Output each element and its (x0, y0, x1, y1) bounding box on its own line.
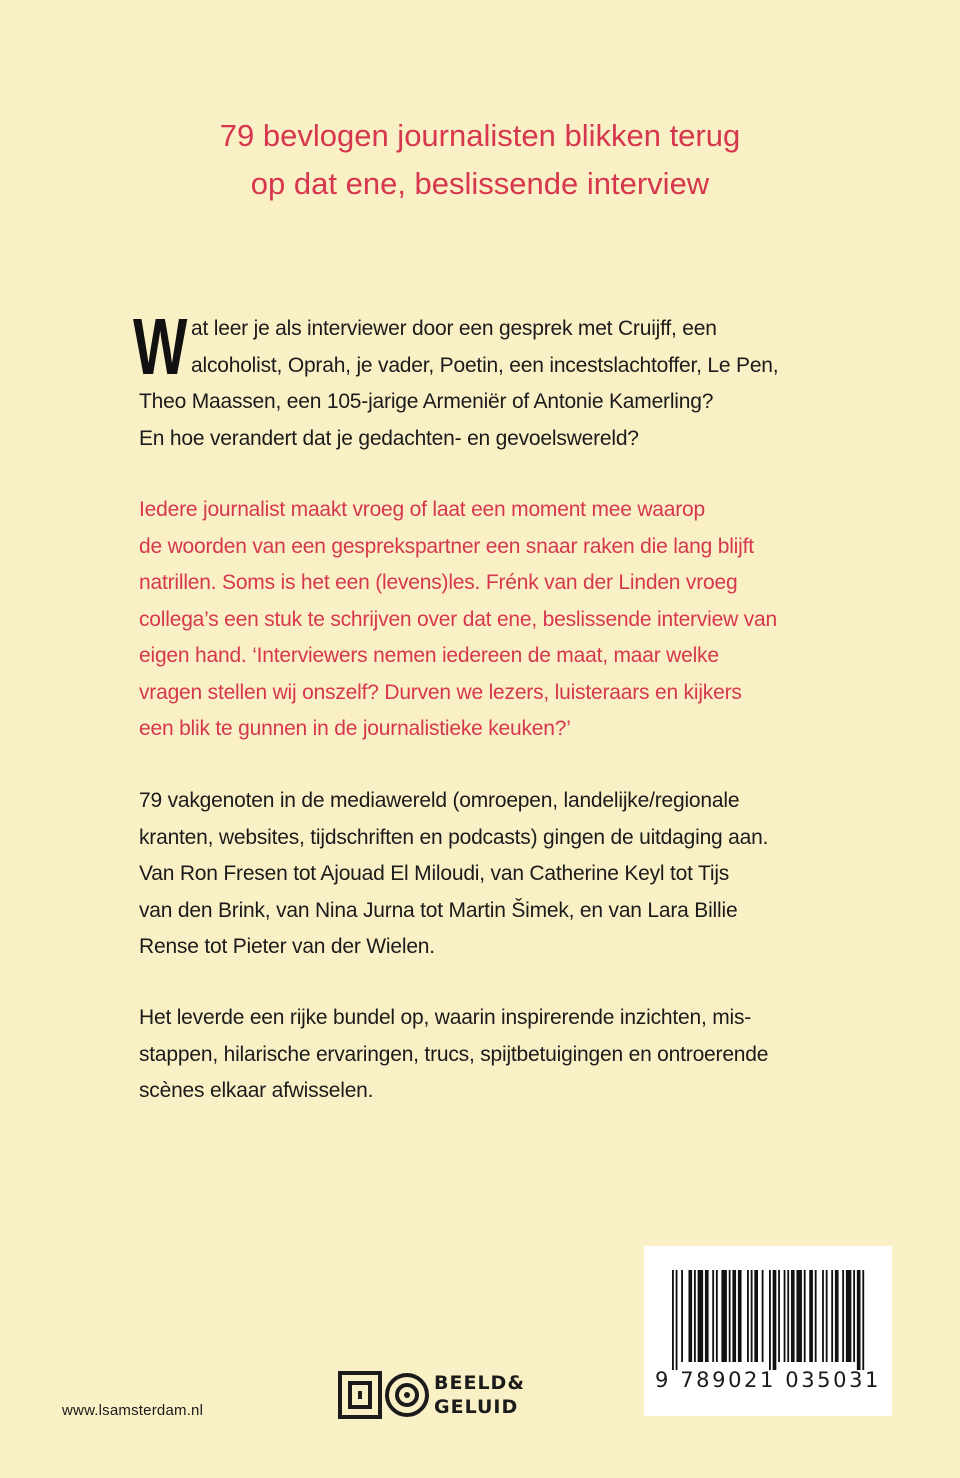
contributors-line: van den Brink, van Nina Jurna tot Martin Šimek, en van Lara Billie (139, 898, 738, 922)
closing-line: stappen, hilarische ervaringen, trucs, spijtbetuigingen en ontroerende (139, 1042, 769, 1066)
barcode-bar (842, 1270, 844, 1362)
closing-line: Het leverde een rijke bundel op, waarin inspirerende inzichten, mis- (139, 1006, 752, 1029)
beeld-en-geluid-logo-icon (336, 1369, 430, 1421)
logo-wordmark (434, 1371, 525, 1419)
barcode-bar (773, 1270, 777, 1370)
barcode-bar (676, 1270, 678, 1370)
barcode-bar (688, 1270, 692, 1362)
barcode-bar (815, 1270, 817, 1362)
barcode-bar (698, 1270, 703, 1362)
contributors-line: Rense tot Pieter van der Wielen. (139, 935, 435, 958)
closing-line: scènes elkaar afwisselen. (139, 1079, 374, 1102)
barcode-bar (705, 1270, 709, 1362)
contributors-line: 79 vakgenoten in de mediawereld (omroepen, landelijke/regionale (139, 789, 740, 812)
isbn-barcode (644, 1246, 892, 1416)
barcode-bar (778, 1270, 780, 1362)
intro-line: at leer je als interviewer door een gesprek met Cruijff, een (191, 317, 717, 340)
highlight-line: natrillen. Soms is het een (levens)les. Frénk van der Linden vroeg (139, 571, 738, 594)
barcode-bars (644, 1246, 892, 1370)
barcode-bar (831, 1270, 833, 1362)
barcode-bar (694, 1270, 696, 1362)
barcode-bar (729, 1270, 731, 1362)
barcode-bar (784, 1270, 786, 1362)
intro-line: Theo Maassen, een 105-jarige Armeniër of Antonie Kamerling? (139, 390, 714, 413)
barcode-bar (769, 1270, 771, 1370)
barcode-bar (787, 1270, 789, 1362)
barcode-digits: 9 789021 035031 (654, 1368, 882, 1392)
intro-line: alcoholist, Oprah, je vader, Poetin, een incestslachtoffer, Le Pen, (191, 353, 779, 377)
closing-paragraph (139, 1000, 859, 1110)
barcode-bar (721, 1270, 726, 1362)
barcode-bar (732, 1270, 736, 1362)
headline (0, 112, 960, 208)
barcode-bar (672, 1270, 674, 1370)
barcode-bar (857, 1270, 861, 1370)
barcode-bar (751, 1270, 753, 1362)
barcode-bar (846, 1270, 851, 1362)
barcode-bar (681, 1270, 683, 1362)
highlight-paragraph (139, 492, 859, 748)
contributors-paragraph (139, 783, 859, 966)
barcode-bar (804, 1270, 806, 1362)
publisher-logo (336, 1369, 546, 1421)
drop-cap: W (133, 302, 188, 391)
highlight-line: een blik te gunnen in de journalistieke keuken?’ (139, 717, 571, 740)
logo-line: GELUID (434, 1396, 519, 1418)
barcode-bar (826, 1270, 828, 1362)
barcode-bar (853, 1270, 855, 1362)
barcode-bar (712, 1270, 714, 1362)
highlight-line: collega’s een stuk te schrijven over dat ene, beslissende interview van (139, 607, 777, 631)
barcode-bar (762, 1270, 764, 1362)
headline-line: op dat ene, beslissende interview (250, 166, 710, 201)
contributors-line: kranten, websites, tijdschriften en podcasts) gingen de uitdaging aan. (139, 825, 769, 849)
intro-line: En hoe verandert dat je gedachten- en gevoelswereld? (139, 426, 639, 450)
logo-line: BEELD& (434, 1372, 525, 1394)
headline-line: 79 bevlogen journalisten blikken terug (219, 118, 741, 153)
barcode-bar (754, 1270, 758, 1362)
highlight-line: de woorden van een gesprekspartner een snaar raken die lang blijft (139, 534, 754, 558)
highlight-line: eigen hand. ‘Interviewers nemen iedereen de maat, maar welke (139, 644, 719, 667)
highlight-line: vragen stellen wij onszelf? Durven we lezers, luisteraars en kijkers (139, 680, 742, 704)
barcode-bar (835, 1270, 839, 1362)
barcode-bar (822, 1270, 824, 1362)
highlight-line: Iedere journalist maakt vroeg of laat een moment mee waarop (139, 498, 706, 521)
barcode-bar (862, 1270, 864, 1370)
barcode-bar (747, 1270, 749, 1362)
barcode-bar (796, 1270, 801, 1362)
barcode-bar (716, 1270, 718, 1362)
publisher-website: www.lsamsterdam.nl (62, 1402, 204, 1419)
contributors-line: Van Ron Fresen tot Ajouad El Miloudi, van Catherine Keyl tot Tijs (139, 862, 730, 885)
intro-paragraph (139, 311, 859, 457)
barcode-bar (809, 1270, 813, 1362)
barcode-bar (738, 1270, 742, 1362)
barcode-bar (791, 1270, 795, 1362)
